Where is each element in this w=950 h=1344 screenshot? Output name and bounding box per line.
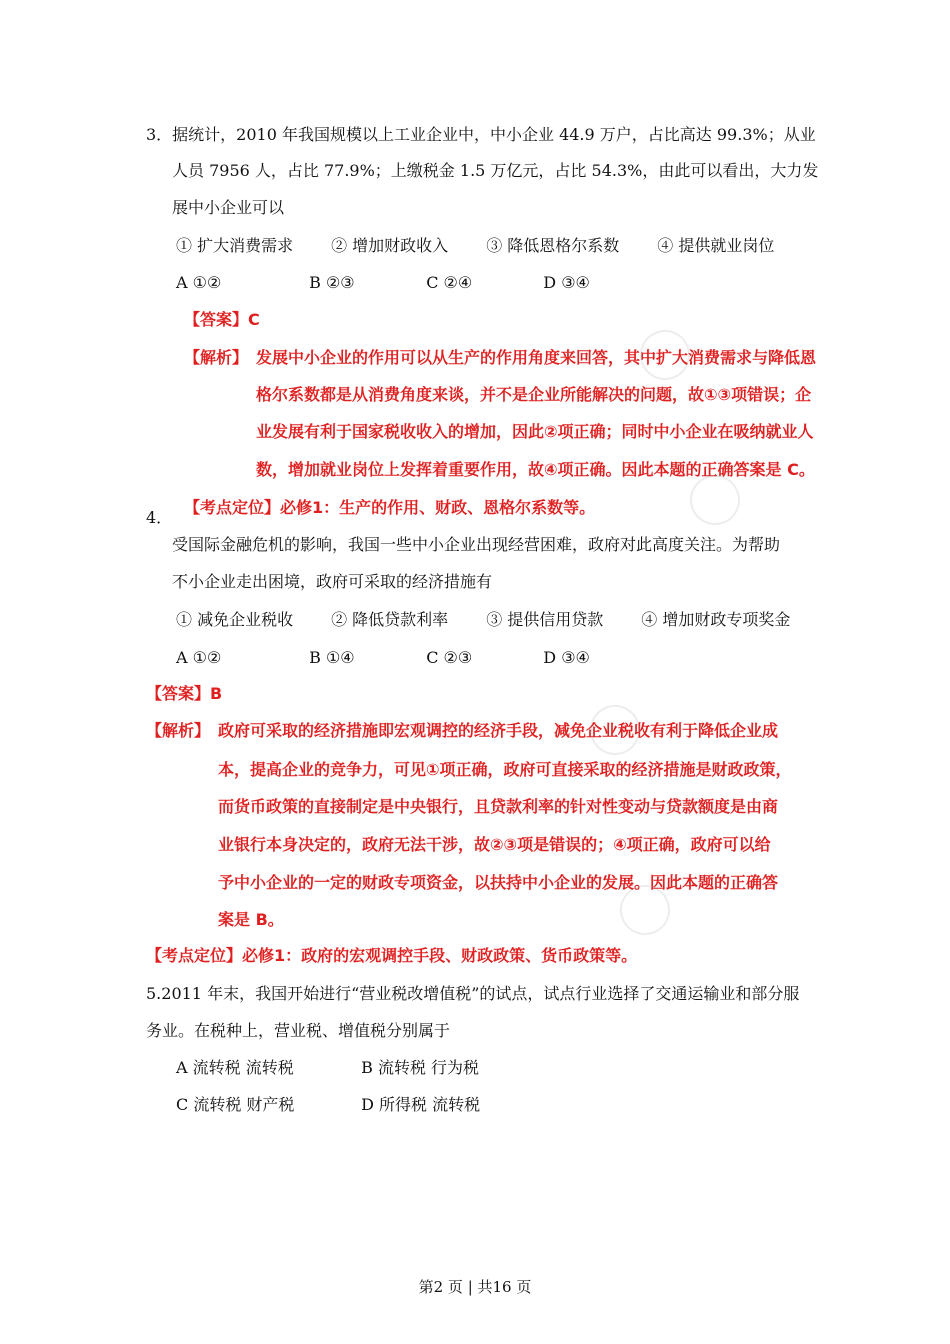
q4-item: ④ 增加财政专项奖金 — [641, 610, 791, 629]
q4-point — [146, 945, 637, 967]
q4-number: 4． — [146, 508, 173, 527]
q5-choice: D 所得税 流转税 — [361, 1095, 481, 1114]
page-footer: 第2 页 | 共16 页 — [418, 1278, 532, 1296]
q4-item: ③ 提供信用贷款 — [486, 610, 604, 629]
q4-analysis-line: 而货币政策的直接制定是中央银行，且贷款利率的针对性变动与贷款额度是由商 — [218, 797, 779, 816]
q3-line1: 3．据统计，2010 年我国规模以上工业企业中，中小企业 44.9 万户，占比高达 99.3%；从业 — [146, 125, 816, 144]
q5-choice: A 流转税 流转税 — [176, 1058, 294, 1077]
q3-line2: 人员 7956 人，占比 77.9%；上缴税金 1.5 万亿元，占比 54.3%，由此可以看出，大力发 — [172, 161, 819, 180]
watermark-logo — [633, 323, 696, 386]
q3-analysis-label: 【解析】 — [184, 348, 249, 367]
answer-label: 【答案】 — [146, 684, 211, 703]
q3-analysis-line: 业发展有利于国家税收收入的增加，因此②项正确；同时中小企业在吸纳就业人 — [256, 422, 814, 441]
q4-item: ① 减免企业税收 — [176, 610, 294, 629]
q3-point — [184, 497, 595, 519]
q5-line2: 务业。在税种上，营业税、增值税分别属于 — [146, 1021, 451, 1040]
q4-line2: 不小企业走出困境，政府可采取的经济措施有 — [172, 572, 493, 591]
q4-answer — [146, 683, 222, 705]
q3-item: ③ 降低恩格尔系数 — [486, 236, 620, 255]
q3-item: ② 增加财政收入 — [331, 236, 449, 255]
watermark-logo — [583, 698, 646, 761]
answer-label: 【答案】 — [184, 310, 249, 329]
q4-choices — [176, 647, 590, 669]
q3-choice: C ②④ — [426, 273, 473, 292]
q3-line3: 展中小企业可以 — [172, 198, 285, 217]
q3-choices — [176, 272, 590, 294]
point-text: 必修1：政府的宏观调控手段、财政政策、货币政策等。 — [242, 946, 638, 965]
q5-choices-row1 — [176, 1057, 479, 1079]
q5-choices-row2 — [176, 1094, 480, 1116]
point-label: 【考点定位】 — [184, 498, 281, 517]
q3-item: ① 扩大消费需求 — [176, 236, 294, 255]
answer-value: C — [248, 310, 260, 329]
q3-answer — [184, 309, 260, 331]
q4-analysis-line: 案是 B。 — [218, 910, 284, 929]
q3-analysis-line: 数，增加就业岗位上发挥着重要作用，故④项正确。因此本题的正确答案是 C。 — [256, 460, 815, 479]
answer-value: B — [210, 684, 223, 703]
q4-items — [176, 609, 790, 631]
q5-line1: 5.2011 年末，我国开始进行“营业税改增值税”的试点，试点行业选择了交通运输业和部分服 — [146, 984, 800, 1003]
q4-choice: A ①② — [176, 648, 222, 667]
point-text: 必修1：生产的作用、财政、恩格尔系数等。 — [280, 498, 596, 517]
q4-choice: B ①④ — [309, 648, 355, 667]
q3-analysis-line: 格尔系数都是从消费角度来谈，并不是企业所能解决的问题，故①③项错误；企 — [256, 385, 812, 404]
q4-item: ② 降低贷款利率 — [331, 610, 449, 629]
q4-analysis-line: 政府可采取的经济措施即宏观调控的经济手段，减免企业税收有利于降低企业成 — [218, 721, 779, 740]
q4-choice: D ③④ — [543, 648, 590, 667]
q4-analysis-label: 【解析】 — [146, 721, 211, 740]
q4-analysis-line: 本，提高企业的竞争力，可见①项正确，政府可直接采取的经济措施是财政政策， — [218, 760, 792, 779]
q3-choice: D ③④ — [543, 273, 590, 292]
point-label: 【考点定位】 — [146, 946, 243, 965]
q3-choice: A ①② — [176, 273, 222, 292]
q3-items — [176, 235, 774, 257]
q4-line1: 受国际金融危机的影响，我国一些中小企业出现经营困难，政府对此高度关注。为帮助 — [172, 535, 781, 554]
q3-analysis-line: 发展中小企业的作用可以从生产的作用角度来回答，其中扩大消费需求与降低恩 — [256, 348, 817, 367]
q3-choice: B ②③ — [309, 273, 355, 292]
q3-item: ④ 提供就业岗位 — [657, 236, 775, 255]
q5-choice: C 流转税 财产税 — [176, 1095, 295, 1114]
q4-choice: C ②③ — [426, 648, 473, 667]
q5-choice: B 流转税 行为税 — [361, 1058, 480, 1077]
q4-analysis-line: 业银行本身决定的，政府无法干涉，故②③项是错误的；④项正确，政府可以给 — [218, 835, 771, 854]
q4-analysis-line: 予中小企业的一定的财政专项资金，以扶持中小企业的发展。因此本题的正确答 — [218, 873, 779, 892]
